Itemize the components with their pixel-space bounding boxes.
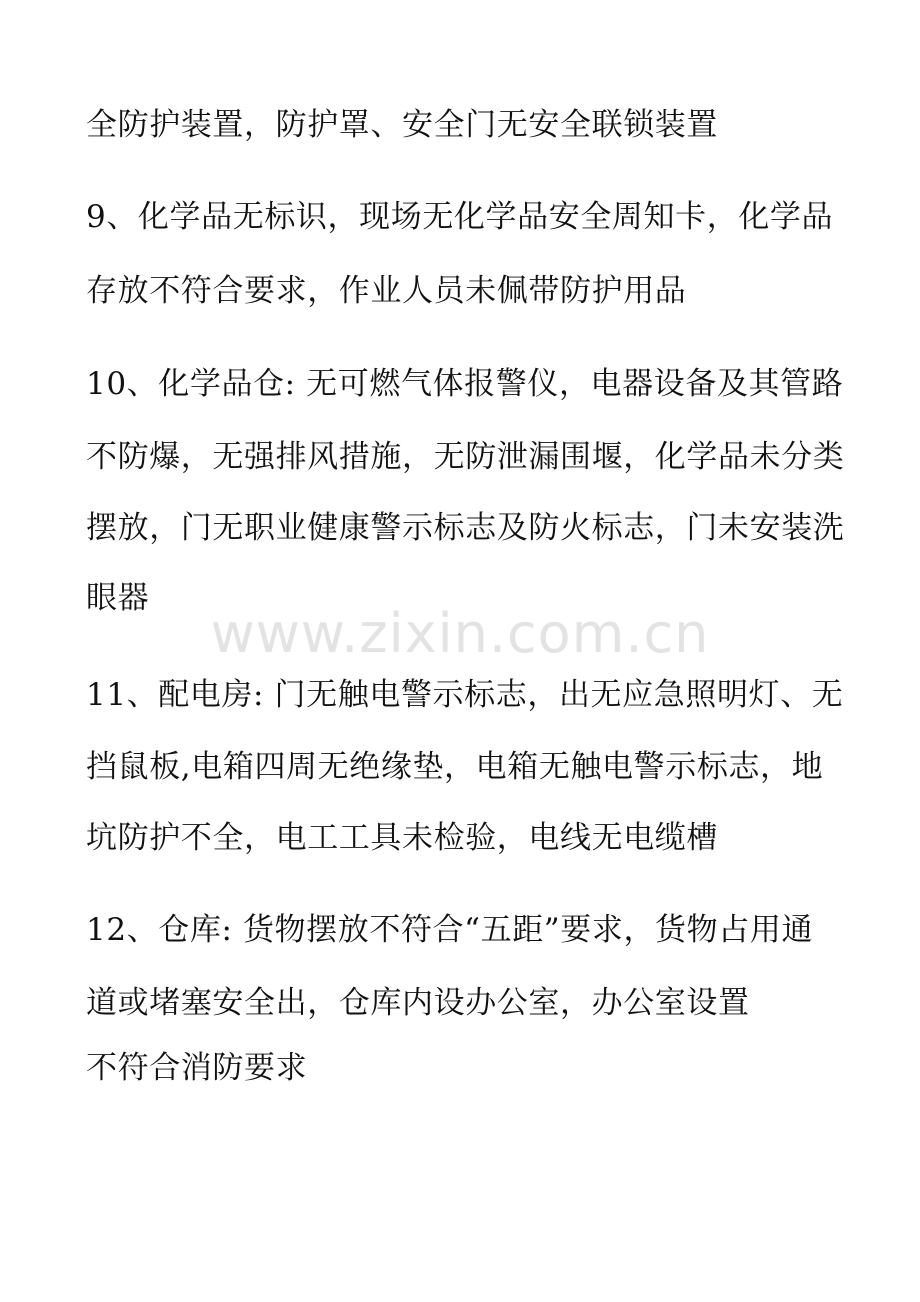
text-line-5: 不防爆，无强排风措施，无防泄漏围堰，化学品未分类 — [86, 439, 845, 475]
text-line-11: 12、仓库: 货物摆放不符合“五距”要求，货物占用通 — [86, 912, 814, 948]
text-line-7: 眼器 — [86, 580, 150, 616]
text-line-3: 存放不符合要求，作业人员未佩带防护用品 — [86, 273, 687, 309]
text-line-12: 道或堵塞安全出，仓库内设办公室，办公室设置 — [86, 985, 750, 1021]
text-line-6: 摆放，门无职业健康警示标志及防火标志，门未安装洗 — [86, 510, 845, 546]
text-line-13: 不符合消防要求 — [86, 1050, 308, 1086]
text-line-4: 10、化学品仓: 无可燃气体报警仪，电器设备及其管路 — [86, 366, 844, 402]
watermark: www.zixin.com.cn — [210, 602, 710, 665]
text-line-10: 坑防护不全，电工工具未检验，电线无电缆槽 — [86, 820, 718, 856]
text-line-2: 9、化学品无标识，现场无化学品安全周知卡，化学品 — [86, 199, 834, 235]
text-line-9: 挡鼠板,电箱四周无绝缘垫，电箱无触电警示标志，地 — [86, 749, 824, 785]
text-line-1: 全防护装置，防护罩、安全门无安全联锁装置 — [86, 107, 718, 143]
text-line-8: 11、配电房: 门无触电警示标志，出无应急照明灯、无 — [86, 677, 844, 713]
